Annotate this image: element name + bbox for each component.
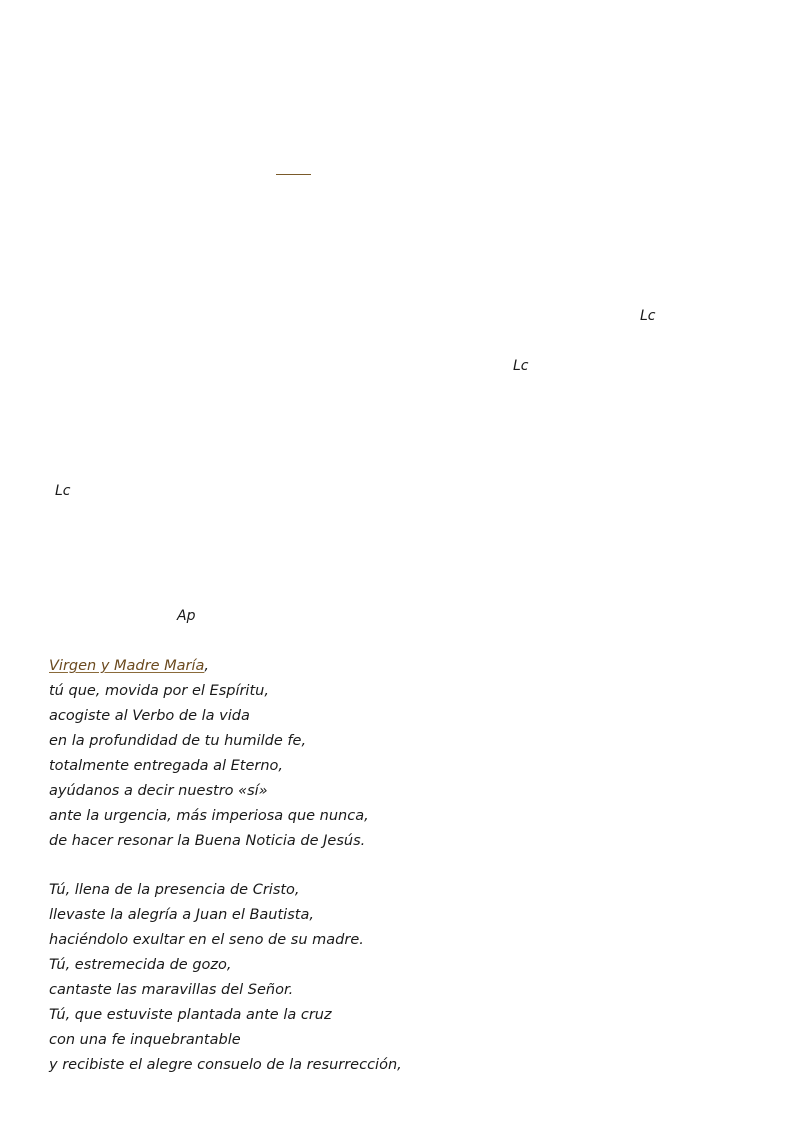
stanza2-line: Tú, que estuviste plantada ante la cruz (49, 1007, 332, 1023)
scripture-ref-lc-1: Lc (640, 308, 656, 324)
stanza1-line: acogiste al Verbo de la vida (49, 708, 250, 724)
virgen-madre-maria-link[interactable]: Virgen y Madre María (49, 658, 205, 674)
stanza2-line: haciéndolo exultar en el seno de su madre. (49, 932, 364, 948)
stanza-break (49, 854, 402, 878)
scripture-ref-lc-2: Lc (513, 358, 529, 374)
marian-prayer (49, 654, 402, 1078)
stanza2-line: cantaste las maravillas del Señor. (49, 982, 294, 998)
scripture-ref-ap: Ap (177, 608, 196, 624)
stanza1-line: de hacer resonar la Buena Noticia de Jesús. (49, 833, 366, 849)
stanza2-line: Tú, estremecida de gozo, (49, 957, 232, 973)
stanza2-line: con una fe inquebrantable (49, 1032, 241, 1048)
stanza2-line: Tú, llena de la presencia de Cristo, (49, 882, 300, 898)
stanza1-line: en la profundidad de tu humilde fe, (49, 733, 307, 749)
stanza1-line: ayúdanos a decir nuestro «sí» (49, 783, 268, 799)
scripture-ref-lc-3: Lc (55, 483, 71, 499)
prayer-opening-line (49, 654, 402, 679)
stanza1-line: ante la urgencia, más imperiosa que nunca, (49, 808, 369, 824)
footnote-link-stub[interactable] (276, 174, 311, 175)
stanza1-line: tú que, movida por el Espíritu, (49, 683, 269, 699)
stanza1-line: totalmente entregada al Eterno, (49, 758, 283, 774)
stanza2-line: y recibiste el alegre consuelo de la resurrección, (49, 1057, 402, 1073)
opening-comma: , (204, 658, 209, 674)
stanza2-line: llevaste la alegría a Juan el Bautista, (49, 907, 314, 923)
